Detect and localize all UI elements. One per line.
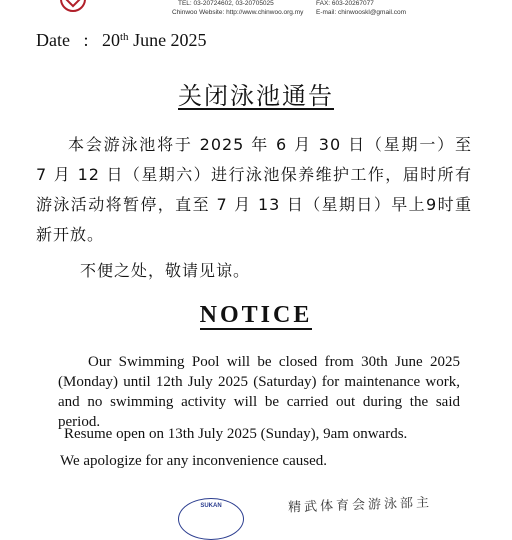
chinese-title-text: 关闭泳池通告: [178, 82, 334, 110]
date-label: Date: [36, 30, 70, 50]
notice-date: [36, 30, 207, 51]
english-apology: We apologize for any inconvenience caused.: [60, 453, 328, 469]
date-month-year: June 2025: [133, 30, 207, 50]
english-body: Our Swimming Pool will be closed from 30th June 2025 (Monday) until 12th July 2025 (Saturday) for maintenance work, and no swimming activity will be carried out during the said period.: [58, 354, 460, 430]
english-title: [0, 302, 512, 329]
header-fax: FAX: 603-20267077: [316, 0, 374, 7]
english-resume: Resume open on 13th July 2025 (Sunday), 9am onwards.: [64, 426, 408, 442]
chinese-body: 本会游泳池将于 2025 年 6 月 30 日（星期一）至 7 月 12 日（星期六）进行泳池保养维护工作，届时所有游泳活动将暂停，直至 7 月 13 日（星期日）早上9时重新开放。: [36, 135, 472, 244]
header-email: E-mail: chinwooskl@gmail.com: [316, 9, 407, 16]
header-tel: TEL: 03-20724602, 03-20705025: [178, 0, 274, 7]
handwritten-signature: 精武体育会游泳部主: [287, 495, 433, 516]
chinwoo-logo-icon: [60, 0, 86, 12]
date-day: 20: [102, 30, 120, 50]
chinese-title: [0, 76, 512, 111]
date-suffix: th: [120, 31, 129, 43]
english-title-text: NOTICE: [199, 302, 313, 328]
date-separator: :: [83, 30, 89, 50]
stamp-text: SUKAN: [200, 503, 222, 509]
chinese-apology: 不便之处，敬请见谅。: [80, 261, 251, 280]
header-website: Chinwoo Website: http://www.chinwoo.org.my: [172, 9, 304, 16]
sukan-stamp-icon: [178, 498, 244, 540]
